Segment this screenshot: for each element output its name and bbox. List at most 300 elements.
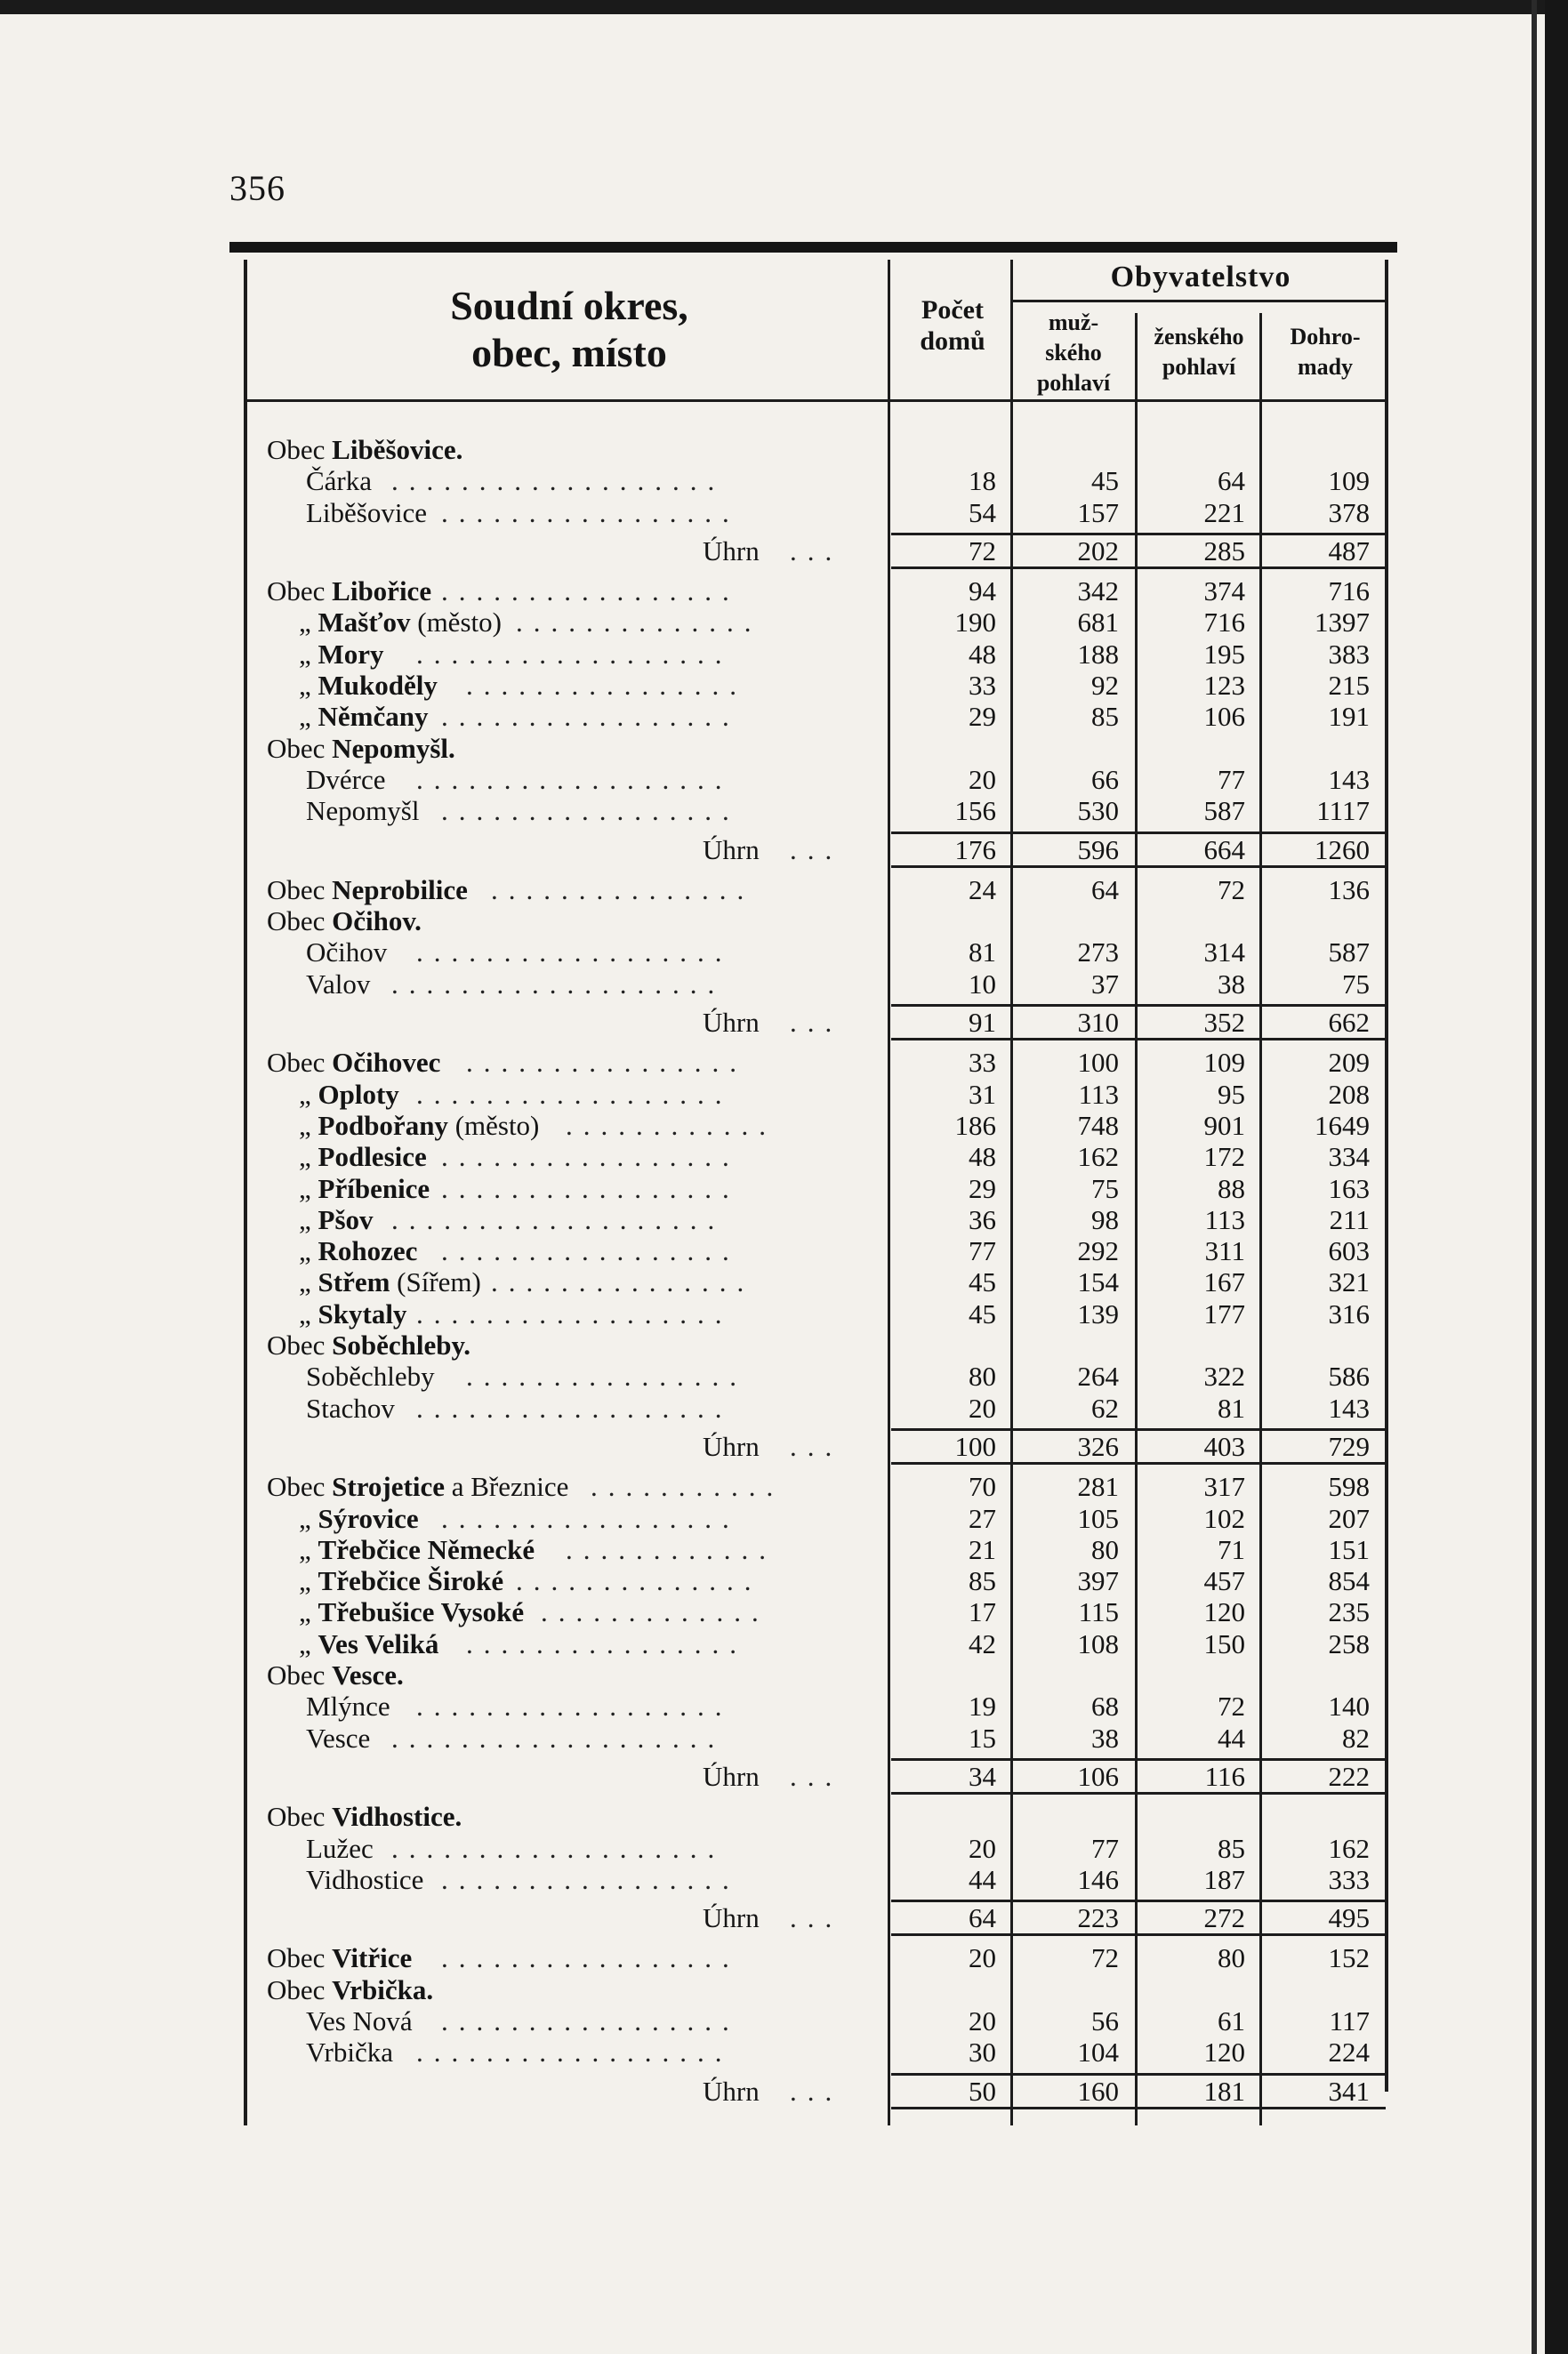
cell-domu: 29: [969, 1173, 996, 1204]
row-label: [299, 1204, 374, 1235]
cell-zen: 403: [1203, 1431, 1245, 1462]
row-prefix: „: [299, 1266, 318, 1298]
cell-muz: 66: [1091, 764, 1119, 795]
total-row: [267, 2076, 1396, 2107]
row-prefix: „: [299, 1628, 318, 1659]
cell-muz: 100: [1077, 1047, 1119, 1078]
table-row: [267, 1801, 1396, 1832]
table-row: [267, 1235, 1396, 1266]
cell-domu: 34: [969, 1761, 996, 1792]
row-name: Úhrn: [703, 1431, 760, 1462]
cell-zen: 123: [1203, 670, 1245, 701]
cell-domu: 186: [954, 1110, 996, 1141]
cell-dohr: 1397: [1315, 607, 1370, 638]
cell-domu: 44: [969, 1864, 996, 1895]
cell-domu: 72: [969, 535, 996, 566]
cell-zen: 167: [1203, 1266, 1245, 1298]
cell-dohr: 321: [1328, 1266, 1370, 1298]
header-female-line2: pohlaví: [1162, 353, 1236, 380]
row-prefix: Obec: [267, 1801, 333, 1832]
row-name: Ves Nová: [306, 2005, 413, 2037]
row-label: [267, 1471, 568, 1502]
table-row: [267, 1298, 1396, 1330]
leader-dots: ...................: [391, 968, 726, 1000]
leader-dots: ...................: [391, 465, 726, 496]
row-label: [299, 1141, 427, 1172]
cell-domu: 77: [969, 1235, 996, 1266]
leader-dots: ..................: [416, 1079, 733, 1110]
cell-zen: 81: [1218, 1393, 1245, 1424]
row-name: Vidhostice: [306, 1864, 424, 1895]
row-prefix: Obec: [267, 1974, 333, 2005]
row-label: [703, 1431, 760, 1462]
leader-dots: ................: [466, 1047, 747, 1078]
row-name: Úhrn: [703, 2076, 760, 2107]
cell-domu: 20: [969, 1833, 996, 1864]
row-label: [299, 1266, 481, 1298]
header-male-line2: ského: [1045, 339, 1102, 366]
cell-zen: 44: [1218, 1723, 1245, 1754]
cell-domu: 80: [969, 1361, 996, 1392]
cell-zen: 716: [1203, 607, 1245, 638]
table-row: [267, 497, 1396, 528]
leader-dots: ...: [790, 2076, 843, 2107]
row-name: Vesce: [306, 1723, 371, 1754]
cell-zen: 177: [1203, 1298, 1245, 1330]
row-label: [703, 535, 760, 566]
row-label: [306, 1393, 395, 1424]
cell-muz: 292: [1077, 1235, 1119, 1266]
cell-zen: 120: [1203, 2037, 1245, 2068]
cell-domu: 20: [969, 1942, 996, 1973]
row-label: [299, 1079, 399, 1110]
cell-zen: 272: [1203, 1902, 1245, 1933]
row-name: Úhrn: [703, 1007, 760, 1038]
cell-dohr: 224: [1328, 2037, 1370, 2068]
row-name: Očihovec: [332, 1047, 441, 1078]
cell-domu: 48: [969, 1141, 996, 1172]
cell-zen: 95: [1218, 1079, 1245, 1110]
cell-muz: 160: [1077, 2076, 1119, 2107]
row-prefix: „: [299, 1534, 318, 1565]
leader-dots: ..................: [416, 1393, 733, 1424]
cell-zen: 72: [1218, 1691, 1245, 1722]
row-label: [703, 834, 760, 865]
cell-muz: 72: [1091, 1942, 1119, 1973]
row-name: Příbenice: [318, 1173, 430, 1204]
row-prefix: „: [299, 1503, 318, 1534]
table-row: [267, 1361, 1396, 1392]
header-male-line1: muž-: [1048, 309, 1099, 335]
row-name: Skytaly: [318, 1298, 407, 1330]
cell-dohr: 162: [1328, 1833, 1370, 1864]
leader-dots: ...............: [491, 1266, 755, 1298]
row-prefix: „: [299, 1204, 318, 1235]
header-houses-line2: domů: [920, 325, 985, 356]
cell-dohr: 209: [1328, 1047, 1370, 1078]
cell-domu: 70: [969, 1471, 996, 1502]
sum-rule: [891, 1428, 1386, 1431]
cell-domu: 17: [969, 1596, 996, 1627]
row-prefix: „: [299, 1079, 318, 1110]
cell-zen: 113: [1204, 1204, 1245, 1235]
row-name: Valov: [306, 968, 371, 1000]
row-label: [306, 2005, 413, 2037]
cell-muz: 223: [1077, 1902, 1119, 1933]
table-row: [267, 905, 1396, 936]
row-name: Úhrn: [703, 535, 760, 566]
cell-muz: 38: [1091, 1723, 1119, 1754]
leader-dots: ...: [790, 1431, 843, 1462]
cell-domu: 45: [969, 1266, 996, 1298]
cell-domu: 36: [969, 1204, 996, 1235]
header-female: [1137, 322, 1261, 382]
row-label: [703, 1007, 760, 1038]
table-row: [267, 1204, 1396, 1235]
row-prefix: Obec: [267, 1047, 333, 1078]
cell-muz: 64: [1091, 874, 1119, 905]
cell-domu: 18: [969, 465, 996, 496]
leader-dots: .................: [441, 1503, 740, 1534]
row-label: [267, 905, 422, 936]
cell-muz: 146: [1077, 1864, 1119, 1895]
cell-zen: 172: [1203, 1141, 1245, 1172]
table-row: [267, 1503, 1396, 1534]
sum-rule-bottom: [891, 1462, 1386, 1465]
cell-domu: 15: [969, 1723, 996, 1754]
row-name: Vitřice: [332, 1942, 413, 1973]
leader-dots: ................: [466, 1628, 747, 1659]
leader-dots: ............: [566, 1110, 776, 1141]
row-prefix: Obec: [267, 575, 333, 607]
table-row: [267, 670, 1396, 701]
row-name: Třebčice Německé: [318, 1534, 535, 1565]
row-name: Neprobilice: [332, 874, 468, 905]
row-name: Soběchleby.: [332, 1330, 471, 1361]
row-name-extra: (město): [410, 607, 502, 638]
row-label: [267, 874, 468, 905]
row-label: [299, 1628, 438, 1659]
cell-zen: 322: [1203, 1361, 1245, 1392]
table-row: [267, 968, 1396, 1000]
leader-dots: ................: [466, 670, 747, 701]
table-row: [267, 1974, 1396, 2005]
table-row: [267, 1723, 1396, 1754]
row-prefix: Obec: [267, 434, 333, 465]
leader-dots: ..............: [516, 607, 762, 638]
row-name: Vidhostice.: [332, 1801, 462, 1832]
row-name: Sýrovice: [318, 1503, 419, 1534]
row-name: Dvérce: [306, 764, 386, 795]
leader-dots: ...: [790, 1761, 843, 1792]
table-row: [267, 1047, 1396, 1078]
row-name: Třebčice Široké: [318, 1565, 504, 1596]
row-prefix: „: [299, 1596, 318, 1627]
row-name: Nepomyšl.: [332, 733, 455, 764]
row-prefix: Obec: [267, 1659, 333, 1691]
cell-zen: 80: [1218, 1942, 1245, 1973]
row-label: [703, 2076, 760, 2107]
sum-rule-bottom: [891, 2107, 1386, 2109]
table-row: [267, 795, 1396, 826]
cell-zen: 64: [1218, 465, 1245, 496]
row-name: Stachov: [306, 1393, 395, 1424]
header-total: [1263, 322, 1387, 382]
cell-zen: 311: [1204, 1235, 1245, 1266]
cell-dohr: 586: [1328, 1361, 1370, 1392]
leader-dots: ..................: [416, 2037, 733, 2068]
row-name: Pšov: [318, 1204, 374, 1235]
row-label: [306, 968, 370, 1000]
cell-muz: 139: [1077, 1298, 1119, 1330]
cell-zen: 195: [1203, 639, 1245, 670]
table-row: [267, 1628, 1396, 1659]
cell-dohr: 163: [1328, 1173, 1370, 1204]
cell-dohr: 140: [1328, 1691, 1370, 1722]
cell-muz: 281: [1077, 1471, 1119, 1502]
cell-dohr: 383: [1328, 639, 1370, 670]
cell-domu: 176: [954, 834, 996, 865]
leader-dots: .................: [441, 1864, 740, 1895]
row-label: [267, 1801, 462, 1832]
cell-dohr: 235: [1328, 1596, 1370, 1627]
table-row: [267, 1565, 1396, 1596]
cell-zen: 120: [1203, 1596, 1245, 1627]
cell-zen: 664: [1203, 834, 1245, 865]
row-label: [267, 1047, 440, 1078]
cell-domu: 85: [969, 1565, 996, 1596]
table-row: [267, 1833, 1396, 1864]
row-name: Úhrn: [703, 1902, 760, 1933]
table-row: [267, 639, 1396, 670]
cell-domu: 33: [969, 1047, 996, 1078]
cell-muz: 264: [1077, 1361, 1119, 1392]
cell-zen: 106: [1203, 701, 1245, 732]
row-name: Úhrn: [703, 834, 760, 865]
table-row: [267, 1691, 1396, 1722]
sum-rule-bottom: [891, 1933, 1386, 1936]
row-label: [267, 1942, 412, 1973]
row-label: [306, 936, 387, 968]
leader-dots: ..................: [416, 1298, 733, 1330]
leader-dots: .................: [441, 2005, 740, 2037]
cell-dohr: 729: [1328, 1431, 1370, 1462]
row-name: Mlýnce: [306, 1691, 390, 1722]
sum-rule: [891, 1900, 1386, 1902]
row-name: Němčany: [318, 701, 429, 732]
row-label: [306, 795, 419, 826]
cell-zen: 374: [1203, 575, 1245, 607]
table-row: [267, 1659, 1396, 1691]
cell-dohr: 152: [1328, 1942, 1370, 1973]
cell-muz: 68: [1091, 1691, 1119, 1722]
cell-domu: 156: [954, 795, 996, 826]
table-row: [267, 1534, 1396, 1565]
total-row: [267, 1902, 1396, 1933]
row-name: Střem: [318, 1266, 390, 1298]
cell-domu: 33: [969, 670, 996, 701]
total-row: [267, 1431, 1396, 1462]
page-number: 356: [229, 168, 285, 208]
cell-dohr: 598: [1328, 1471, 1370, 1502]
table-row: [267, 764, 1396, 795]
cell-zen: 352: [1203, 1007, 1245, 1038]
cell-zen: 221: [1203, 497, 1245, 528]
cell-muz: 162: [1077, 1141, 1119, 1172]
table-row: [267, 701, 1396, 732]
sum-rule-bottom: [891, 566, 1386, 569]
cell-zen: 901: [1203, 1110, 1245, 1141]
row-prefix: „: [299, 1235, 318, 1266]
row-label: [267, 434, 462, 465]
row-label: [299, 607, 502, 638]
cell-dohr: 587: [1328, 936, 1370, 968]
row-name: Čárka: [306, 465, 373, 496]
row-prefix: „: [299, 1173, 318, 1204]
scan-border-top: [0, 0, 1568, 14]
leader-dots: .................: [441, 1141, 740, 1172]
cell-domu: 64: [969, 1902, 996, 1933]
row-name: Strojetice: [332, 1471, 445, 1502]
table-row: [267, 1330, 1396, 1361]
cell-domu: 42: [969, 1628, 996, 1659]
row-prefix: „: [299, 670, 318, 701]
header-population: Obyvatelstvo: [1110, 261, 1291, 293]
table-row: [267, 1079, 1396, 1110]
row-name: Liběšovice: [306, 497, 428, 528]
row-label: [299, 670, 438, 701]
cell-domu: 24: [969, 874, 996, 905]
header-place-line2: obec, místo: [471, 329, 667, 375]
cell-muz: 681: [1077, 607, 1119, 638]
cell-muz: 157: [1077, 497, 1119, 528]
cell-domu: 19: [969, 1691, 996, 1722]
cell-dohr: 487: [1328, 535, 1370, 566]
cell-dohr: 258: [1328, 1628, 1370, 1659]
sum-rule: [891, 1004, 1386, 1007]
row-label: [306, 497, 427, 528]
row-label: [299, 1298, 406, 1330]
header-male-line3: pohlaví: [1036, 369, 1111, 396]
cell-dohr: 191: [1328, 701, 1370, 732]
header-place-line1: Soudní okres,: [450, 283, 688, 328]
cell-zen: 116: [1204, 1761, 1245, 1792]
leader-dots: ...: [790, 535, 843, 566]
sum-rule: [891, 1758, 1386, 1761]
cell-muz: 273: [1077, 936, 1119, 968]
row-label: [299, 1173, 430, 1204]
leader-dots: .................: [441, 575, 740, 607]
cell-zen: 102: [1203, 1503, 1245, 1534]
cell-zen: 314: [1203, 936, 1245, 968]
cell-dohr: 378: [1328, 497, 1370, 528]
cell-domu: 100: [954, 1431, 996, 1462]
leader-dots: .............: [541, 1596, 769, 1627]
row-label: [267, 1330, 470, 1361]
sum-rule-bottom: [891, 865, 1386, 868]
cell-dohr: 143: [1328, 1393, 1370, 1424]
cell-zen: 85: [1218, 1833, 1245, 1864]
cell-muz: 106: [1077, 1761, 1119, 1792]
row-label: [299, 1110, 539, 1141]
cell-muz: 188: [1077, 639, 1119, 670]
row-label: [299, 1565, 503, 1596]
header-houses-line1: Počet: [921, 295, 984, 325]
cell-domu: 20: [969, 764, 996, 795]
row-prefix: Obec: [267, 874, 333, 905]
row-label: [306, 1723, 370, 1754]
cell-muz: 310: [1077, 1007, 1119, 1038]
cell-zen: 109: [1203, 1047, 1245, 1078]
row-prefix: „: [299, 639, 318, 670]
table-row: [267, 874, 1396, 905]
cell-muz: 202: [1077, 535, 1119, 566]
row-name: Podbořany: [318, 1110, 448, 1141]
cell-domu: 31: [969, 1079, 996, 1110]
cell-dohr: 1260: [1315, 834, 1370, 865]
scan-border-right-inner: [1532, 0, 1537, 2354]
row-name: Ves Veliká: [318, 1628, 439, 1659]
leader-dots: ...............: [491, 874, 755, 905]
row-prefix: Obec: [267, 905, 333, 936]
cell-dohr: 75: [1342, 968, 1370, 1000]
row-name: Libořice: [332, 575, 432, 607]
row-label: [267, 575, 431, 607]
row-name: Vrbička.: [332, 1974, 434, 2005]
cell-muz: 37: [1091, 968, 1119, 1000]
header-total-line1: Dohro-: [1290, 324, 1361, 349]
row-label: [299, 701, 429, 732]
cell-zen: 181: [1203, 2076, 1245, 2107]
leader-dots: .................: [441, 1235, 740, 1266]
table-row: [267, 1173, 1396, 1204]
row-name: Vesce.: [332, 1659, 404, 1691]
row-name: Mory: [318, 639, 384, 670]
cell-domu: 190: [954, 607, 996, 638]
row-name: Úhrn: [703, 1761, 760, 1792]
row-label: [703, 1761, 760, 1792]
cell-domu: 20: [969, 1393, 996, 1424]
cell-domu: 45: [969, 1298, 996, 1330]
cell-dohr: 334: [1328, 1141, 1370, 1172]
row-label: [267, 733, 455, 764]
header-bottom-rule: [245, 399, 1386, 402]
cell-dohr: 716: [1328, 575, 1370, 607]
cell-dohr: 854: [1328, 1565, 1370, 1596]
cell-dohr: 215: [1328, 670, 1370, 701]
cell-domu: 10: [969, 968, 996, 1000]
leader-dots: .................: [441, 795, 740, 826]
cell-muz: 92: [1091, 670, 1119, 701]
cell-dohr: 208: [1328, 1079, 1370, 1110]
cell-domu: 91: [969, 1007, 996, 1038]
row-prefix: Obec: [267, 1942, 333, 1973]
scan-border-right: [1545, 0, 1568, 2354]
table-row: [267, 733, 1396, 764]
sum-rule-bottom: [891, 1038, 1386, 1040]
total-row: [267, 834, 1396, 865]
cell-muz: 113: [1078, 1079, 1119, 1110]
cell-muz: 45: [1091, 465, 1119, 496]
row-label: [306, 2037, 393, 2068]
row-name: Mukoděly: [318, 670, 438, 701]
table-row: [267, 465, 1396, 496]
row-prefix: Obec: [267, 733, 333, 764]
row-prefix: „: [299, 1110, 318, 1141]
cell-muz: 77: [1091, 1833, 1119, 1864]
table-top-rule: [229, 242, 1397, 253]
cell-zen: 77: [1218, 764, 1245, 795]
